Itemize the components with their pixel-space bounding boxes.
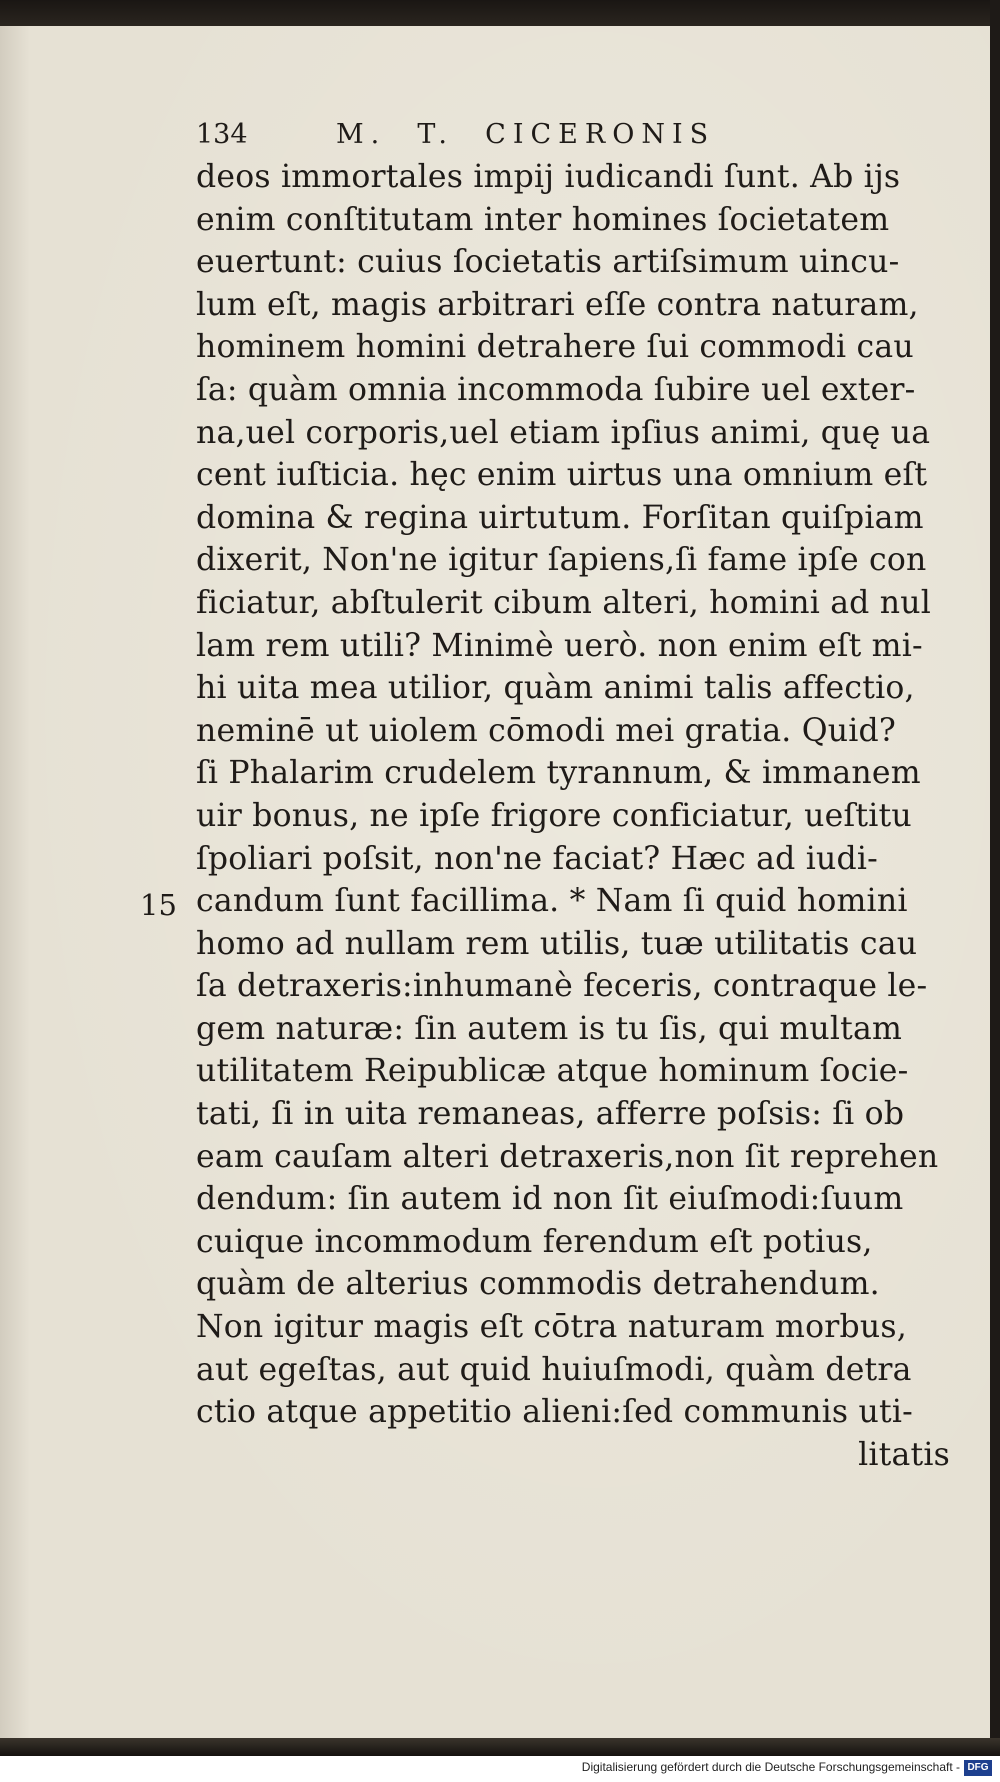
scan-top-edge bbox=[0, 0, 1000, 28]
text-line: candum ſunt facillima. * Nam ſi quid homini bbox=[196, 883, 908, 920]
funding-credit: Digitalisierung gefördert durch die Deutsche Forschungsgemeinschaft - bbox=[581, 1760, 960, 1774]
text-line: cuique incommodum ferendum eſt potius, bbox=[196, 1223, 873, 1260]
text-line: uir bonus, ne ipſe frigore conficiatur, ueſtitu bbox=[196, 797, 912, 834]
text-line: ſi Phalarim crudelem tyrannum, & immanem bbox=[196, 755, 921, 792]
catchword: litatis bbox=[858, 1436, 950, 1473]
text-line: aut egeſtas, aut quid huiuſmodi, quàm detra bbox=[196, 1351, 912, 1388]
text-line: ctio atque appetitio alieni:ſed communis uti- bbox=[196, 1394, 913, 1431]
page-text-block bbox=[196, 114, 956, 1476]
text-line: domina & regina uirtutum. Forſitan quiſpiam bbox=[196, 499, 924, 536]
dfg-logo: DFG bbox=[964, 1760, 992, 1776]
text-line: cent iuſticia. hęc enim uirtus una omnium eſt bbox=[196, 457, 928, 494]
text-line: lum eſt, magis arbitrari eſſe contra naturam, bbox=[196, 286, 919, 323]
text-line: hominem homini detrahere ſui commodi cau bbox=[196, 329, 914, 366]
text-line: Non igitur magis eſt cōtra naturam morbus, bbox=[196, 1309, 907, 1346]
text-line: enim conſtitutam inter homines ſocietatem bbox=[196, 201, 890, 238]
running-head bbox=[196, 114, 956, 156]
text-line: ſa detraxeris:inhumanè feceris, contraque le- bbox=[196, 968, 928, 1005]
text-line: eam cauſam alteri detraxeris,non ſit reprehen bbox=[196, 1138, 939, 1175]
text-line: lam rem utili? Minimè uerò. non enim eſt mi- bbox=[196, 627, 923, 664]
text-line: ſpoliari poſsit, non'ne faciat? Hæc ad iudi- bbox=[196, 840, 878, 877]
scan-bottom-edge bbox=[0, 1738, 1000, 1756]
scan-right-edge bbox=[990, 0, 1000, 1752]
running-head-title: M. T. CICERONIS bbox=[336, 119, 716, 150]
text-line: na,uel corporis,uel etiam ipſius animi, quę ua bbox=[196, 414, 931, 451]
text-line: deos immortales impij iudicandi ſunt. Ab ijs bbox=[196, 159, 901, 195]
text-line: euertunt: cuius ſocietatis artiſsimum uincu- bbox=[196, 244, 900, 281]
margin-line-number: 15 bbox=[140, 888, 177, 922]
footer-bar bbox=[0, 1756, 1000, 1782]
page-number: 134 bbox=[196, 119, 248, 150]
text-line: ſa: quàm omnia incommoda ſubire uel exter- bbox=[196, 371, 916, 408]
text-line: hi uita mea utilior, quàm animi talis affectio, bbox=[196, 670, 915, 707]
text-line: tati, ſi in uita remaneas, afferre poſsis: ſi ob bbox=[196, 1096, 905, 1133]
text-line: gem naturæ: ſin autem is tu ſis, qui multam bbox=[196, 1010, 903, 1047]
text-line: homo ad nullam rem utilis, tuæ utilitatis cau bbox=[196, 925, 918, 962]
text-line: dendum: ſin autem id non ſit eiuſmodi:ſuum bbox=[196, 1181, 904, 1218]
text-line: utilitatem Reipublicæ atque hominum ſocie- bbox=[196, 1053, 909, 1090]
text-line: quàm de alterius commodis detrahendum. bbox=[196, 1266, 880, 1303]
text-line: ficiatur, abſtulerit cibum alteri, homini ad nul bbox=[196, 584, 932, 621]
text-line: neminē ut uiolem cōmodi mei gratia. Quid? bbox=[196, 712, 896, 749]
text-line: dixerit, Non'ne igitur ſapiens,ſi fame ipſe con bbox=[196, 542, 927, 579]
